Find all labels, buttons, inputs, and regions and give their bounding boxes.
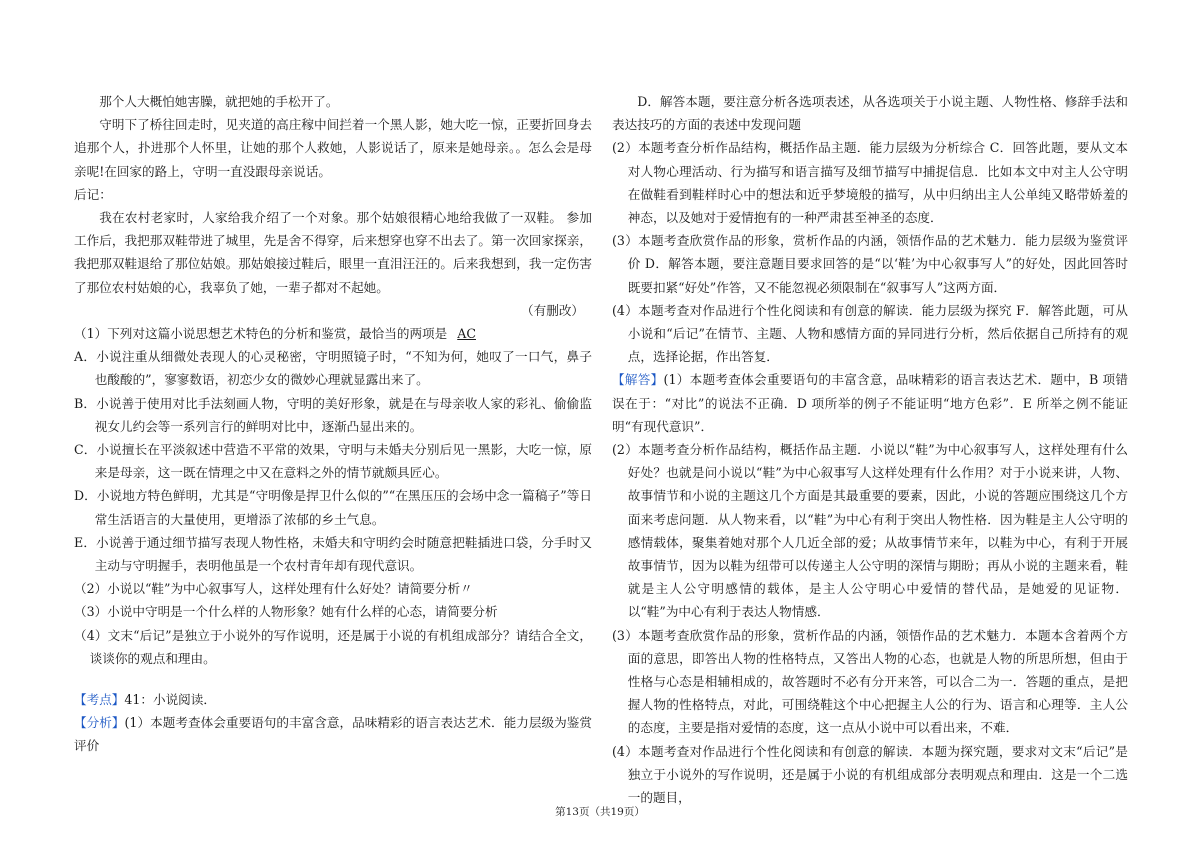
- kaodian-tag: 【考点】: [74, 692, 125, 708]
- question-1-answer: AC: [457, 326, 476, 342]
- option-a: A．小说注重从细微处表现人的心灵秘密，守明照镜子时，“不知为何，她叹了一口气，鼻子也酸酸的”，寥寥数语，初恋少女的微妙心理就显露出来了。: [74, 349, 592, 388]
- option-d: D．小说地方特色鲜明，尤其是“守明像是捍卫什么似的”“在黑压压的会场中念一篇稿子”等日常生活语言的大量使用，更增添了浓郁的乡土气息。: [74, 488, 592, 527]
- story-paragraph: 那个人大概怕她害臊，就把她的手松开了。: [99, 94, 339, 109]
- question-1: [74, 322, 592, 345]
- jieda-line: [612, 368, 1128, 438]
- jieda-tag: 【解答】: [612, 372, 664, 388]
- analysis-paragraph: D．解答本题，要注意分析各选项表述，从各选项关于小说主题、人物性格、修辞手法和表达技巧的方面的表述中发现问题: [612, 94, 1128, 133]
- analysis-paragraph: (3）本题考查欣赏作品的形象，赏析作品的内涵，领悟作品的艺术魅力．能力层级为鉴赏评价 D．解答本题，要注意题目要求回答的是“以‘鞋’为中心叙事写人”的好处，因此回答时既要扣紧“好处”作答，又不能忽视必须限制在“叙事写人”这两方面．: [612, 233, 1128, 295]
- question-1-text: （1）下列对这篇小说思想艺术特色的分析和鉴赏，最恰当的两项是: [74, 326, 448, 342]
- afterword-label: 后记：: [74, 186, 112, 202]
- left-column: [74, 90, 592, 758]
- question-4: （4）文末“后记”是独立于小说外的写作说明，还是属于小说的有机组成部分？请结合全文，谈谈你的观点和理由。: [74, 627, 592, 666]
- fenxi-tag: 【分析】: [74, 715, 125, 731]
- right-column: [612, 90, 1128, 809]
- afterword-paragraph: 我在农村老家时，人家给我介绍了一个对象。那个姑娘很精心地给我做了一双鞋。 参加工作后，我把那双鞋带进了城里，先是舍不得穿，后来想穿也穿不出去了。第一次回家探亲，我把那双鞋退给了那位姑娘。那姑娘接过鞋后，眼里一直泪汪汪的。后来我想到，我一定伤害了那位农村姑娘的心，我辜负了她，一辈子都对不起她。: [74, 210, 592, 295]
- question-2: （2）小说以“鞋”为中心叙事写人，这样处理有什么好处？请简要分析〃: [74, 581, 473, 597]
- kaodian-text: 41：小说阅读．: [124, 692, 216, 708]
- answer-paragraph: (3）本题考查欣赏作品的形象，赏析作品的内涵，领悟作品的艺术魅力．本题本含着两个方面的意思，即答出人物的性格特点，又答出人物的心态，也就是人物的所思所想，但由于性格与心态是相辅相成的，故答题时不必有分开来答，可以合二为一．答题的重点，是把握人物的性格特点，对此，可围绕鞋这个中心把握主人公的行为、语言和心理等．主人公的态度，主要是指对爱情的态度，这一点从小说中可以看出来，不难．: [612, 627, 1128, 736]
- fenxi-text: (1）本题考查体会重要语句的丰富含意，品味精彩的语言表达艺术．能力层级为鉴赏评价: [74, 715, 592, 754]
- question-3: （3）小说中守明是一个什么样的人物形象？她有什么样的心态，请简要分析: [74, 604, 498, 620]
- source-note: （有删改）: [521, 302, 584, 318]
- kaodian-line: [74, 688, 592, 711]
- analysis-paragraph: (2）本题考查分析作品结构，概括作品主题．能力层级为分析综合 C．回答此题，要从文本对人物心理活动、行为描写和语言描写及细节描写中捕捉信息．比如本文中对主人公守明在做鞋看到鞋样时心中的想法和近乎梦境般的描写，从中归纳出主人公单纯又略带娇羞的神态，以及她对于爱情抱有的一种严肃甚至神圣的态度．: [612, 140, 1128, 226]
- page-footer: 第13页（共19页）: [555, 806, 645, 818]
- option-b: B．小说善于使用对比手法刻画人物，守明的美好形象，就是在与母亲收人家的彩礼、偷偷监视女儿约会等一系列言行的鲜明对比中，逐渐凸显出来的。: [74, 395, 592, 434]
- fenxi-line: [74, 711, 592, 757]
- jieda-text: (1）本题考查体会重要语句的丰富含意，品味精彩的语言表达艺术．题中，B 项错误在于：“对比”的说法不正确．D 项所举的例子不能证明“地方色彩”．E 所举之例不能证明“有现代意识”．: [612, 372, 1128, 434]
- option-c: C．小说擅长在平淡叙述中营造不平常的效果，守明与未婚夫分别后见一黑影，大吃一惊，原来是母亲，这一既在情理之中又在意料之外的情节就颇具匠心。: [74, 442, 592, 481]
- option-e: E．小说善于通过细节描写表现人物性格，未婚夫和守明约会时随意把鞋插进口袋，分手时又主动与守明握手，表明他虽是一个农村青年却有现代意识。: [74, 534, 592, 574]
- analysis-paragraph: (4）本题考查对作品进行个性化阅读和有创意的解读．能力层级为探究 F．解答此题，可从小说和“后记”在情节、主题、人物和感情方面的异同进行分析，然后依据自己所持有的观点，选择论据，作出答复．: [612, 302, 1128, 365]
- story-paragraph: 守明下了桥往回走时，见夹道的高庄稼中间拦着一个黑人影，她大吃一惊，正要折回身去追那个人，扑进那个人怀里，让她的那个人救她，人影说话了，原来是她母亲。。怎么会是母亲呢!在回家的路上，守明一直没跟母亲说话。: [74, 117, 592, 179]
- answer-paragraph: (4）本题考查对作品进行个性化阅读和有创意的解读．本题为探究题，要求对文末“后记”是独立于小说外的写作说明，还是属于小说的有机组成部分表明观点和理由．这是一个二选一的题目，: [612, 743, 1128, 806]
- answer-paragraph: (2）本题考查分析作品结构，概括作品主题．小说以“鞋”为中心叙事写人，这样处理有什么好处？也就是问小说以“鞋”为中心叙事写人这样处理有什么作用？对于小说来讲，人物、故事情节和小说的主题这几个方面是其最重要的要素，因此，小说的答题应围绕这几个方面来考虑问题．从人物来看，以“鞋”为中心有利于突出人物性格．因为鞋是主人公守明的感情载体，聚集着她对那个人几近全部的爱；从故事情节来年，以鞋为中心，有利于开展故事情节，因为以鞋为纽带可以传递主人公守明的深情与期盼；再从小说的主题来看，鞋就是主人公守明感情的载体，是主人公守明心中爱情的替代品，是她爱的见证物．以“鞋”为中心有利于表达人物情感．: [612, 442, 1128, 620]
